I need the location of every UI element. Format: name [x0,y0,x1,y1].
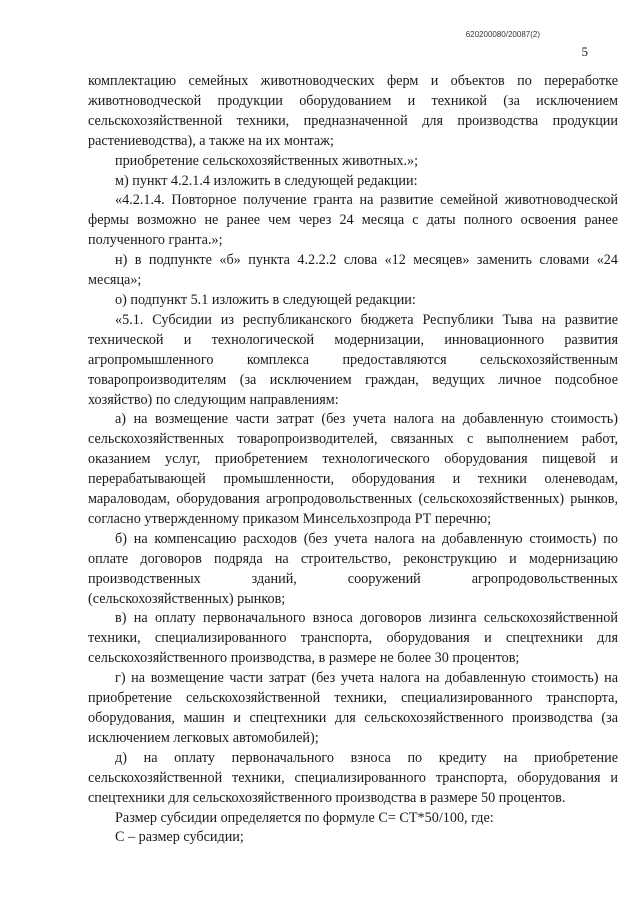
paragraph: д) на оплату первоначального взноса по кредиту на приобретение сельскохозяйственной техники, специализированного транспорта, оборудования и спецтехники для сельскохозяйственного производства в размере 50 процентов. [88,749,618,806]
paragraph: комплектацию семейных животноводческих ферм и объектов по переработке животноводческой продукции оборудованием и техникой (за исключением сельскохозяйственной техники, предназначенной для производства продукции растениеводства), а также на их монтаж; [88,73,618,149]
page-number: 5 [581,44,588,59]
paragraph: м) пункт 4.2.1.4 изложить в следующей редакции: [115,172,418,189]
paragraph: б) на компенсацию расходов (без учета налога на добавленную стоимость) по оплате договоров подряда на строительство, реконструкцию и модернизацию производственных зданий, сооружений агропродовольственных (сельскохозяйственных) рынков; [88,530,618,607]
paragraph: н) в подпункте «б» пункта 4.2.2.2 слова «12 месяцев» заменить словами «24 месяца»; [88,252,618,289]
paragraph: а) на возмещение части затрат (без учета налога на добавленную стоимость) сельскохозяйственных товаропроизводителей, связанных с выполнением работ, оказанием услуг, приобретением технологического оборудования пищевой и перерабатывающей промышленности, оборудования и техники оленеводам, мараловодам, оборудования агропродовольственных (сельскохозяйственных) рынков, согласно утвержденному приказом Минсельхозпрода РТ перечню; [88,411,618,527]
paragraph: приобретение сельскохозяйственных животных.»; [115,152,419,169]
paragraph: в) на оплату первоначального взноса договоров лизинга сельскохозяйственной техники, специализированного транспорта, оборудования и спецтехники для сельскохозяйственного производства, в размере не более 30 процентов; [88,610,618,667]
paragraph: С – размер субсидии; [115,829,244,846]
paragraph: г) на возмещение части затрат (без учета налога на добавленную стоимость) на приобретение сельскохозяйственной техники, специализированного транспорта, оборудования, машин и спецтехники для сельскохозяйственного производства (за исключением легковых автомобилей); [88,670,618,746]
paragraph: «5.1. Субсидии из республиканского бюджета Республики Тыва на развитие технической и технологической модернизации, инновационного развития агропромышленного комплекса предоставляются сельскохозяйственным товаропроизводителям (за исключением граждан, ведущих личное подсобное хозяйство) по следующим направлениям: [88,311,618,408]
paragraph: «4.2.1.4. Повторное получение гранта на развитие семейной животноводческой фермы возможно не ранее чем через 24 месяца с даты полного освоения ранее полученного гранта.»; [88,192,618,249]
document-body [88,72,618,848]
paragraph: о) подпункт 5.1 изложить в следующей редакции: [115,291,416,308]
document-id: 620200080/20087(2) [465,30,540,39]
paragraph: Размер субсидии определяется по формуле С= СТ*50/100, где: [115,809,494,826]
